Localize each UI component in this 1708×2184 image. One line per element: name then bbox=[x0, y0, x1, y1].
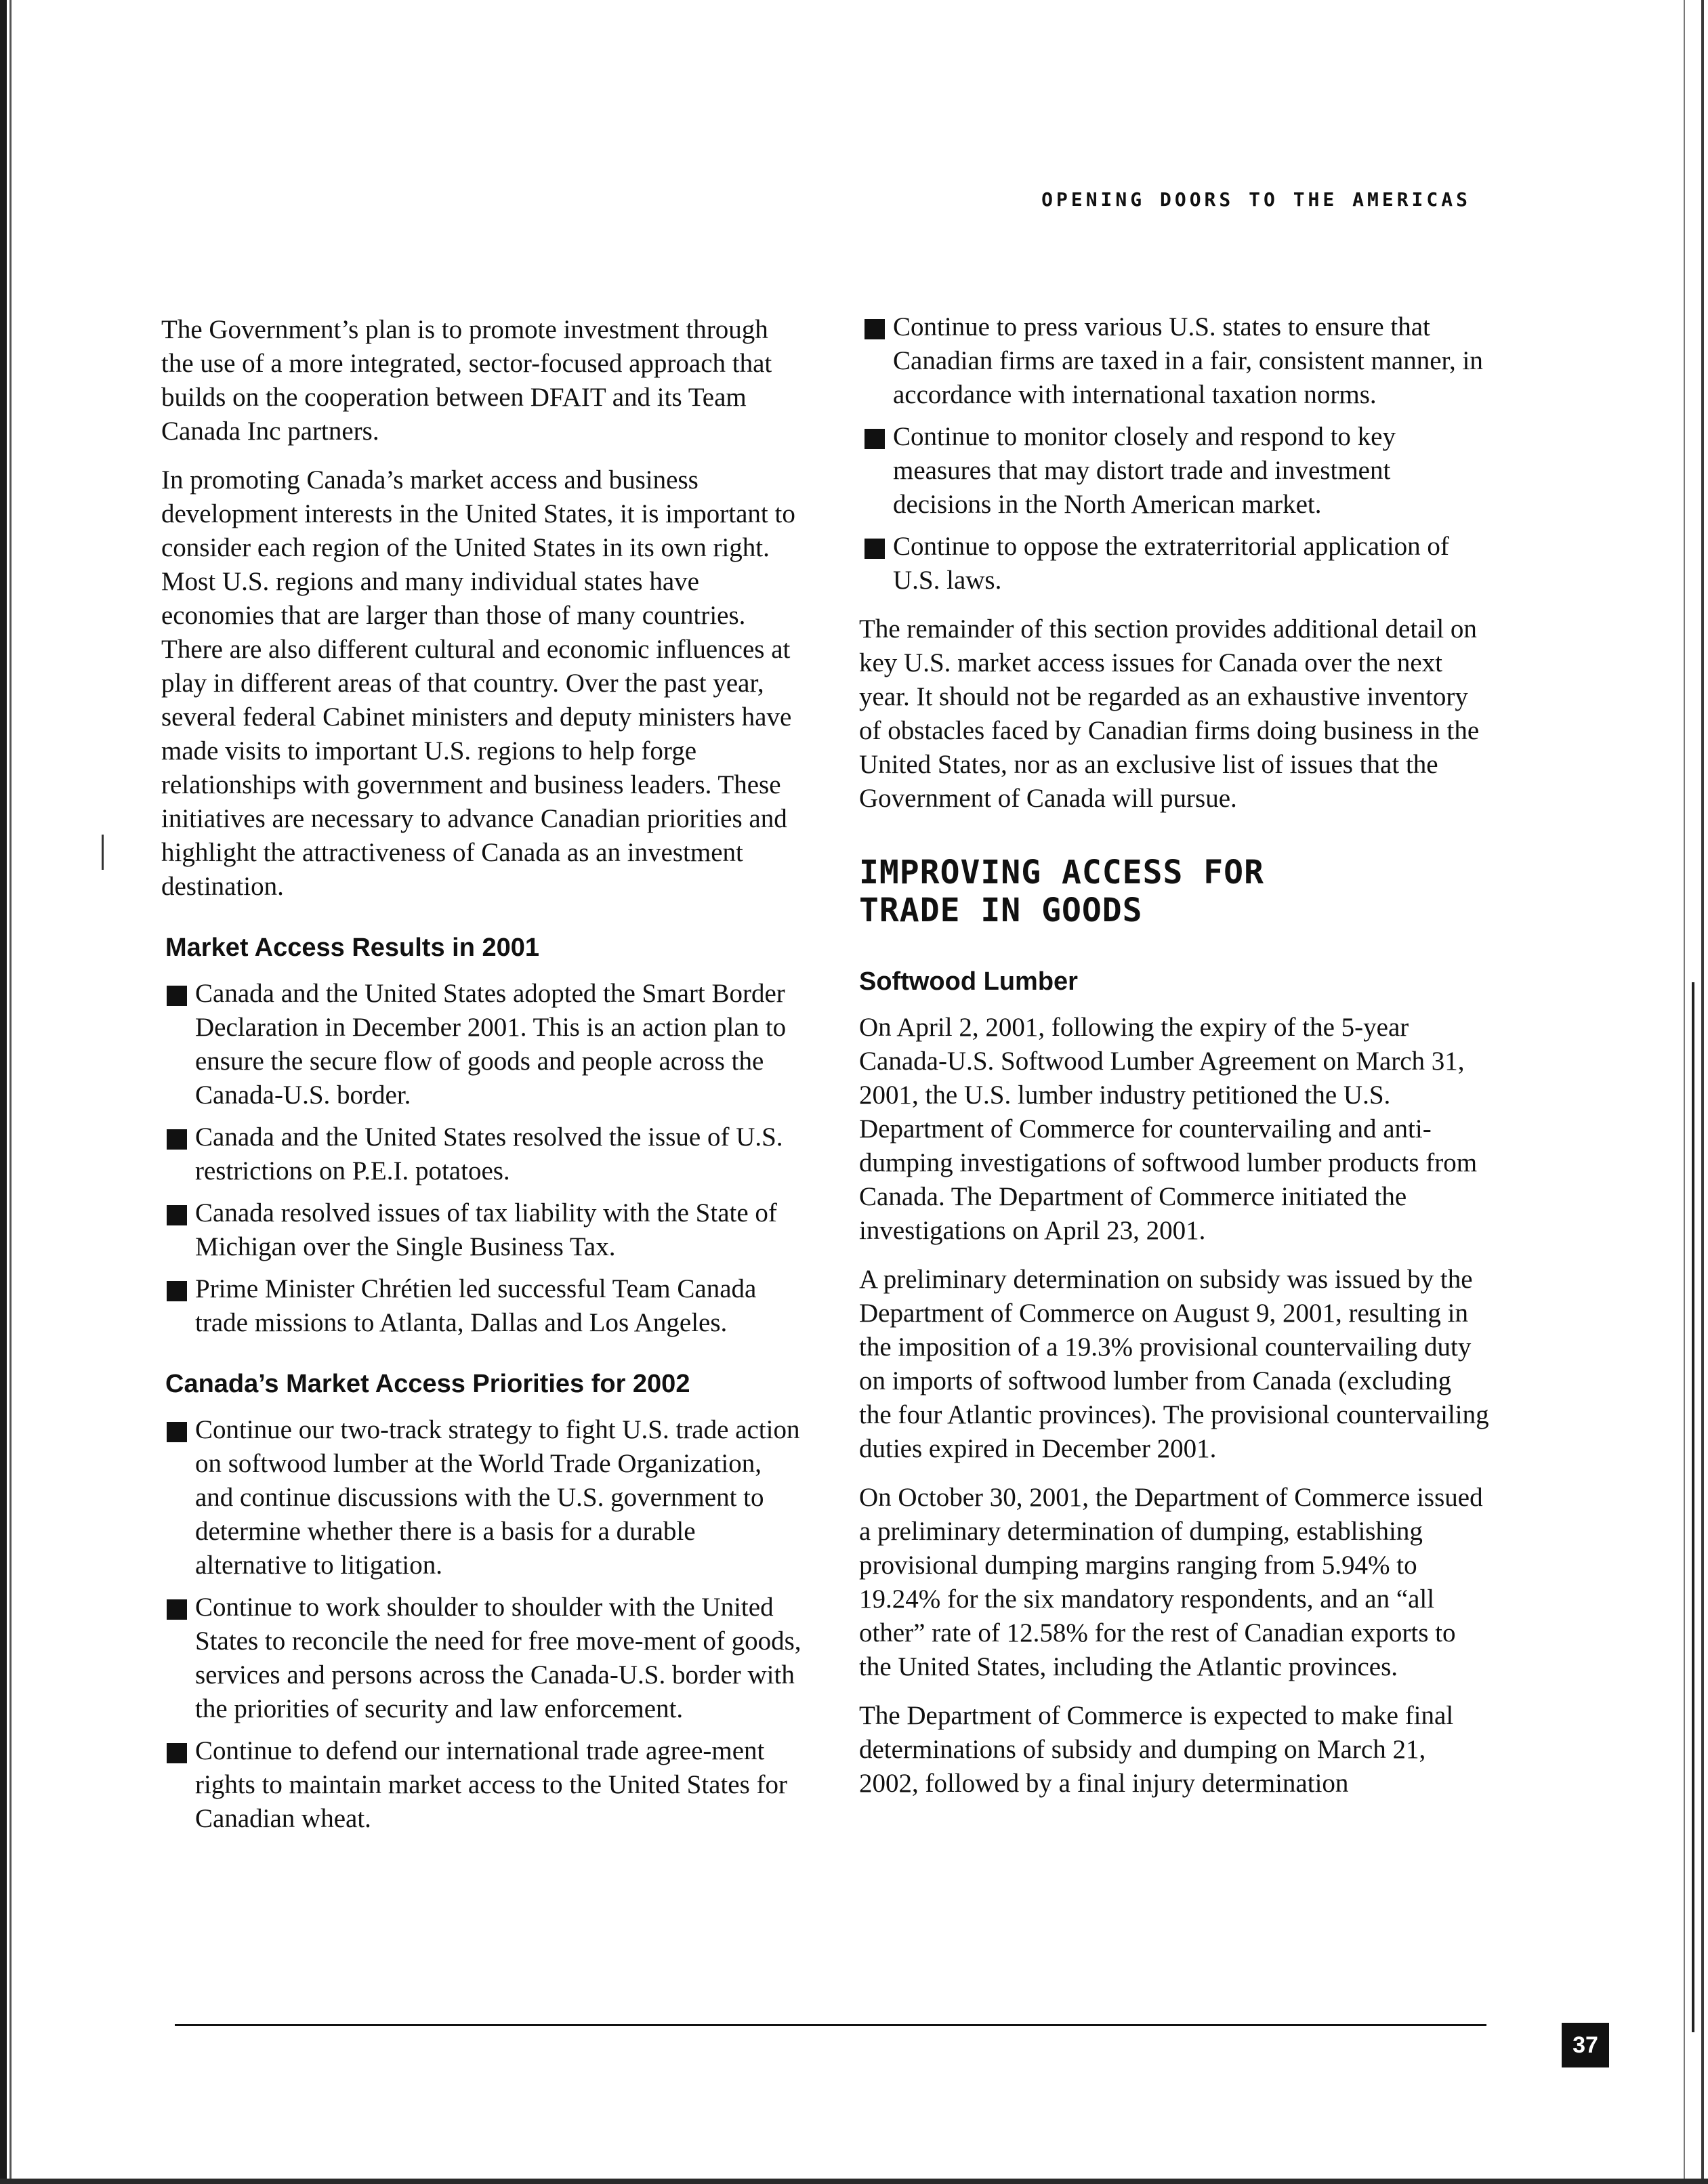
intro-paragraph: The Government’s plan is to promote investment through the use of a more integrated, sector-focused approach that builds on the cooperation between DFAIT and its Team Canada Inc partners. bbox=[161, 315, 772, 446]
scan-edge-left bbox=[0, 0, 7, 2184]
priorities-list bbox=[161, 1413, 805, 1836]
list-item-text: Continue to press various U.S. states to ensure that Canadian firms are taxed in a fair, consistent manner, in accordance with international taxation norms. bbox=[893, 312, 1483, 409]
softwood-paragraph: On April 2, 2001, following the expiry of the 5-year Canada-U.S. Softwood Lumber Agreement on March 31, 2001, the U.S. lumber industry petitioned the U.S. Department of Commerce for countervailing and anti-dumping investigations of softwood lumber products from Canada. The Department of Commerce initiated the investigations on April 23, 2001. bbox=[859, 1013, 1478, 1245]
list-item-text: Continue to oppose the extraterritorial application of U.S. laws. bbox=[893, 532, 1449, 595]
results-heading: Market Access Results in 2001 bbox=[165, 933, 540, 962]
page-number: 37 bbox=[1562, 2023, 1609, 2067]
list-item bbox=[161, 977, 805, 1112]
list-item bbox=[161, 1272, 805, 1340]
list-item bbox=[161, 1591, 805, 1726]
scan-edge-right bbox=[1701, 0, 1704, 2184]
remainder-paragraph: The remainder of this section provides additional detail on key U.S. market access issues for Canada over the next year. It should not be regarded as an exhaustive inventory of obstacles faced by Canadian firms doing business in the United States, nor as an exclusive list of issues that the Government of Canada will pursue. bbox=[859, 614, 1480, 813]
footer-rule bbox=[175, 2024, 1486, 2026]
list-item-text: Continue to monitor closely and respond to key measures that may distort trade and investment decisions in the North American market. bbox=[893, 422, 1396, 519]
bullet-square-icon bbox=[167, 1129, 187, 1150]
softwood-paragraph: The Department of Commerce is expected to make final determinations of subsidy and dumping on March 21, 2002, followed by a final injury determination bbox=[859, 1701, 1454, 1798]
list-item-text: Continue to defend our international trade agree-ment rights to maintain market access to the United States for Canadian wheat. bbox=[195, 1736, 788, 1833]
right-column bbox=[859, 310, 1489, 1815]
list-item bbox=[161, 1120, 805, 1188]
bullet-square-icon bbox=[167, 1743, 187, 1763]
list-item bbox=[859, 310, 1489, 412]
bullet-square-icon bbox=[167, 1205, 187, 1225]
bullet-square-icon bbox=[865, 539, 885, 559]
margin-mark bbox=[102, 835, 104, 870]
list-item-text: Continue to work shoulder to shoulder with the United States to reconcile the need for free move-ment of goods, services and persons across the Canada-U.S. border with the priorities of security and law enforcement. bbox=[195, 1593, 801, 1723]
running-head: OPENING DOORS TO THE AMERICAS bbox=[1041, 188, 1471, 211]
list-item-text: Prime Minister Chrétien led successful Team Canada trade missions to Atlanta, Dallas and Los Angeles. bbox=[195, 1274, 757, 1337]
scan-edge-bottom bbox=[0, 2179, 1708, 2184]
list-item bbox=[161, 1196, 805, 1264]
softwood-heading: Softwood Lumber bbox=[859, 967, 1078, 996]
scan-edge-right-line bbox=[1692, 982, 1694, 2032]
scan-edge-left-line bbox=[9, 0, 12, 2184]
section-title-line-2: TRADE IN GOODS bbox=[859, 891, 1143, 929]
bullet-square-icon bbox=[167, 1599, 187, 1620]
priorities-heading: Canada’s Market Access Priorities for 2002 bbox=[165, 1370, 690, 1398]
list-item-text: Continue our two-track strategy to fight U.S. trade action on softwood lumber at the World Trade Organization, and continue discussions with the U.S. government to determine whether there is a basis for a durable alternative to litigation. bbox=[195, 1415, 800, 1580]
bullet-square-icon bbox=[167, 1281, 187, 1301]
bullet-square-icon bbox=[865, 319, 885, 339]
bullet-square-icon bbox=[865, 429, 885, 449]
continued-priorities-list bbox=[859, 310, 1489, 597]
list-item bbox=[859, 420, 1489, 522]
list-item bbox=[161, 1413, 805, 1582]
bullet-square-icon bbox=[167, 986, 187, 1006]
bullet-square-icon bbox=[167, 1422, 187, 1442]
list-item bbox=[161, 1734, 805, 1836]
list-item-text: Canada and the United States resolved the issue of U.S. restrictions on P.E.I. potatoes. bbox=[195, 1122, 783, 1185]
list-item bbox=[859, 530, 1489, 597]
regions-paragraph: In promoting Canada’s market access and business development interests in the United States, it is important to consider each region of the United States in its own right. Most U.S. regions and many individual states have economies that are larger than those of many countries. There are also different cultural and economic influences at play in different areas of that country. Over the past year, several federal Cabinet ministers and deputy ministers have made visits to important U.S. regions to help forge relationships with government and business leaders. These initiatives are necessary to advance Canadian priorities and highlight the attractiveness of Canada as an investment destination. bbox=[161, 465, 795, 901]
left-column bbox=[161, 313, 805, 1851]
list-item-text: Canada resolved issues of tax liability with the State of Michigan over the Single Business Tax. bbox=[195, 1198, 777, 1261]
scan-edge-right-thin bbox=[1684, 0, 1685, 2184]
section-title-line-1: IMPROVING ACCESS FOR bbox=[859, 854, 1264, 891]
section-title bbox=[859, 854, 1489, 929]
results-list bbox=[161, 977, 805, 1340]
softwood-paragraph: On October 30, 2001, the Department of Commerce issued a preliminary determination of dumping, establishing provisional dumping margins ranging from 5.94% to 19.24% for the six mandatory respondents, and an “all other” rate of 12.58% for the rest of Canadian exports to the United States, including the Atlantic provinces. bbox=[859, 1483, 1483, 1681]
softwood-paragraph: A preliminary determination on subsidy was issued by the Department of Commerce on August 9, 2001, resulting in the imposition of a 19.3% provisional countervailing duty on imports of softwood lumber from Canada (excluding the four Atlantic provinces). The provisional countervailing duties expired in December 2001. bbox=[859, 1265, 1489, 1463]
list-item-text: Canada and the United States adopted the Smart Border Declaration in December 2001. This is an action plan to ensure the secure flow of goods and people across the Canada-U.S. border. bbox=[195, 979, 787, 1110]
